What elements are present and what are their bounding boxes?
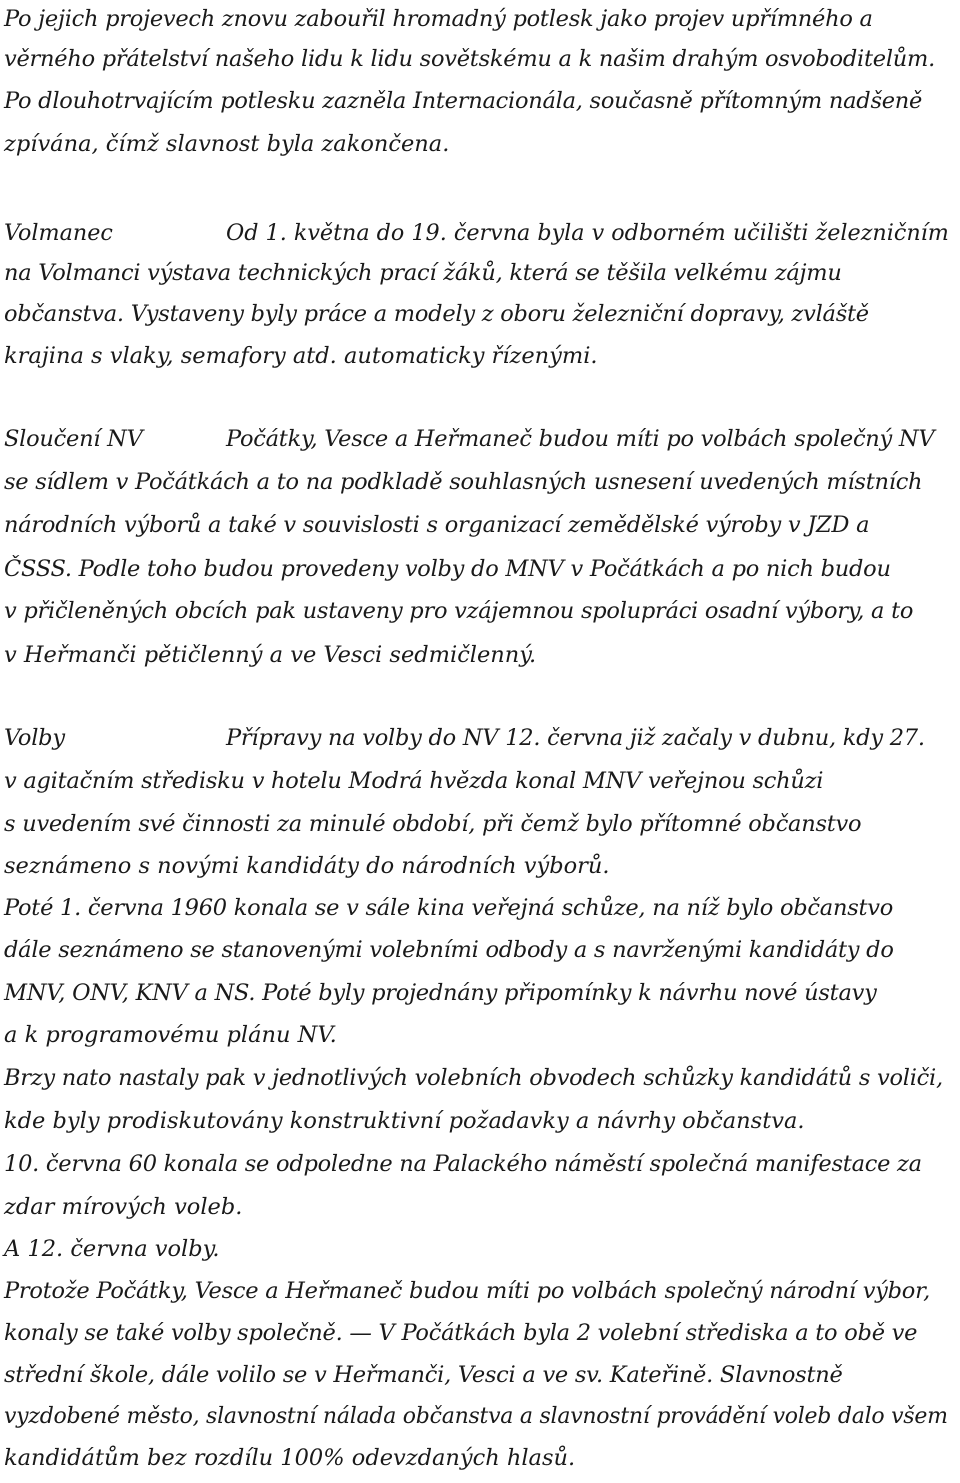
slouceni-line-5: v přičleněných obcích pak ustaveny pro vzájemnou spolupráci osadní výbory, a to — [4, 598, 914, 624]
slouceni-line-2: se sídlem v Počátkách a to na podkladě souhlasných usnesení uvedených místních — [4, 469, 923, 495]
volby-line-15: konaly se také volby společně. — V Počátkách byla 2 volební střediska a to obě ve — [4, 1320, 918, 1346]
volby-line-6: dále seznámeno se stanovenými volebními odbody a s navrženými kandidáty do — [4, 937, 894, 963]
volby-line-7: MNV, ONV, KNV a NS. Poté byly projednány připomínky k návrhu nové ústavy — [4, 980, 877, 1006]
volby-line-12: zdar mírových voleb. — [4, 1194, 243, 1220]
volby-line-13: A 12. června volby. — [4, 1236, 220, 1262]
section-heading-slouceni: Sloučení NV — [4, 426, 143, 452]
volby-line-16: střední škole, dále volilo se v Heřmanči, Vesci a ve sv. Kateřině. Slavnostně — [4, 1362, 843, 1388]
volby-line-11: 10. června 60 konala se odpoledne na Palackého náměstí společná manifestace za — [4, 1151, 922, 1177]
volby-line-4: seznámeno s novými kandidáty do národních výborů. — [4, 853, 610, 879]
volby-line-14: Protože Počátky, Vesce a Heřmaneč budou míti po volbách společný národní výbor, — [4, 1278, 931, 1304]
volmanec-line-3: občanstva. Vystaveny byly práce a modely z oboru železniční dopravy, zvláště — [4, 301, 869, 327]
volmanec-line-4: krajina s vlaky, semafory atd. automaticky řízenými. — [4, 343, 598, 369]
intro-line-3: Po dlouhotrvajícím potlesku zazněla Internacionála, současně přítomným nadšeně — [4, 88, 923, 114]
volby-line-5: Poté 1. června 1960 konala se v sále kina veřejná schůze, na níž bylo občanstvo — [4, 895, 894, 921]
volmanec-first-line — [4, 222, 949, 244]
volby-line-9: Brzy nato nastaly pak v jednotlivých volebních obvodech schůzky kandidátů s voliči, — [4, 1065, 943, 1091]
slouceni-line-1: Počátky, Vesce a Heřmaneč budou míti po volbách společný NV — [226, 426, 935, 452]
section-heading-volmanec: Volmanec — [4, 220, 113, 246]
volby-line-10: kde byly prodiskutovány konstruktivní požadavky a návrhy občanstva. — [4, 1108, 805, 1134]
intro-line-1: Po jejich projevech znovu zabouřil hromadný potlesk jako projev upřímného a — [4, 6, 873, 32]
volby-line-1: Přípravy na volby do NV 12. června již začaly v dubnu, kdy 27. — [226, 725, 925, 751]
slouceni-first-line — [4, 428, 934, 451]
intro-line-4: zpívána, čímž slavnost byla zakončena. — [4, 131, 450, 157]
volby-line-17: vyzdobené město, slavnostní nálada občanstva a slavnostní provádění voleb dalo všem — [4, 1404, 948, 1429]
volby-line-8: a k programovému plánu NV. — [4, 1022, 337, 1048]
volby-line-3: s uvedením své činnosti za minulé období, při čemž bylo přítomné občanstvo — [4, 811, 862, 837]
slouceni-line-4: ČSSS. Podle toho budou provedeny volby do MNV v Počátkách a po nich budou — [4, 556, 891, 582]
slouceni-line-6: v Heřmanči pětičlenný a ve Vesci sedmičlenný. — [4, 642, 537, 668]
volby-line-2: v agitačním středisku v hotelu Modrá hvězda konal MNV veřejnou schůzi — [4, 768, 824, 794]
volby-first-line — [4, 727, 925, 750]
slouceni-line-3: národních výborů a také v souvislosti s organizací zemědělské výroby v JZD a — [4, 512, 870, 538]
section-heading-volby: Volby — [4, 725, 65, 751]
volmanec-line-2: na Volmanci výstava technických prací žáků, která se těšila velkému zájmu — [4, 260, 842, 286]
intro-line-2: věrného přátelství našeho lidu k lidu sovětskému a k našim drahým osvoboditelům. — [4, 46, 935, 72]
volby-line-18: kandidátům bez rozdílu 100% odevzdaných hlasů. — [4, 1445, 576, 1471]
volmanec-line-1: Od 1. května do 19. června byla v odborném učilišti železničním — [226, 220, 949, 246]
